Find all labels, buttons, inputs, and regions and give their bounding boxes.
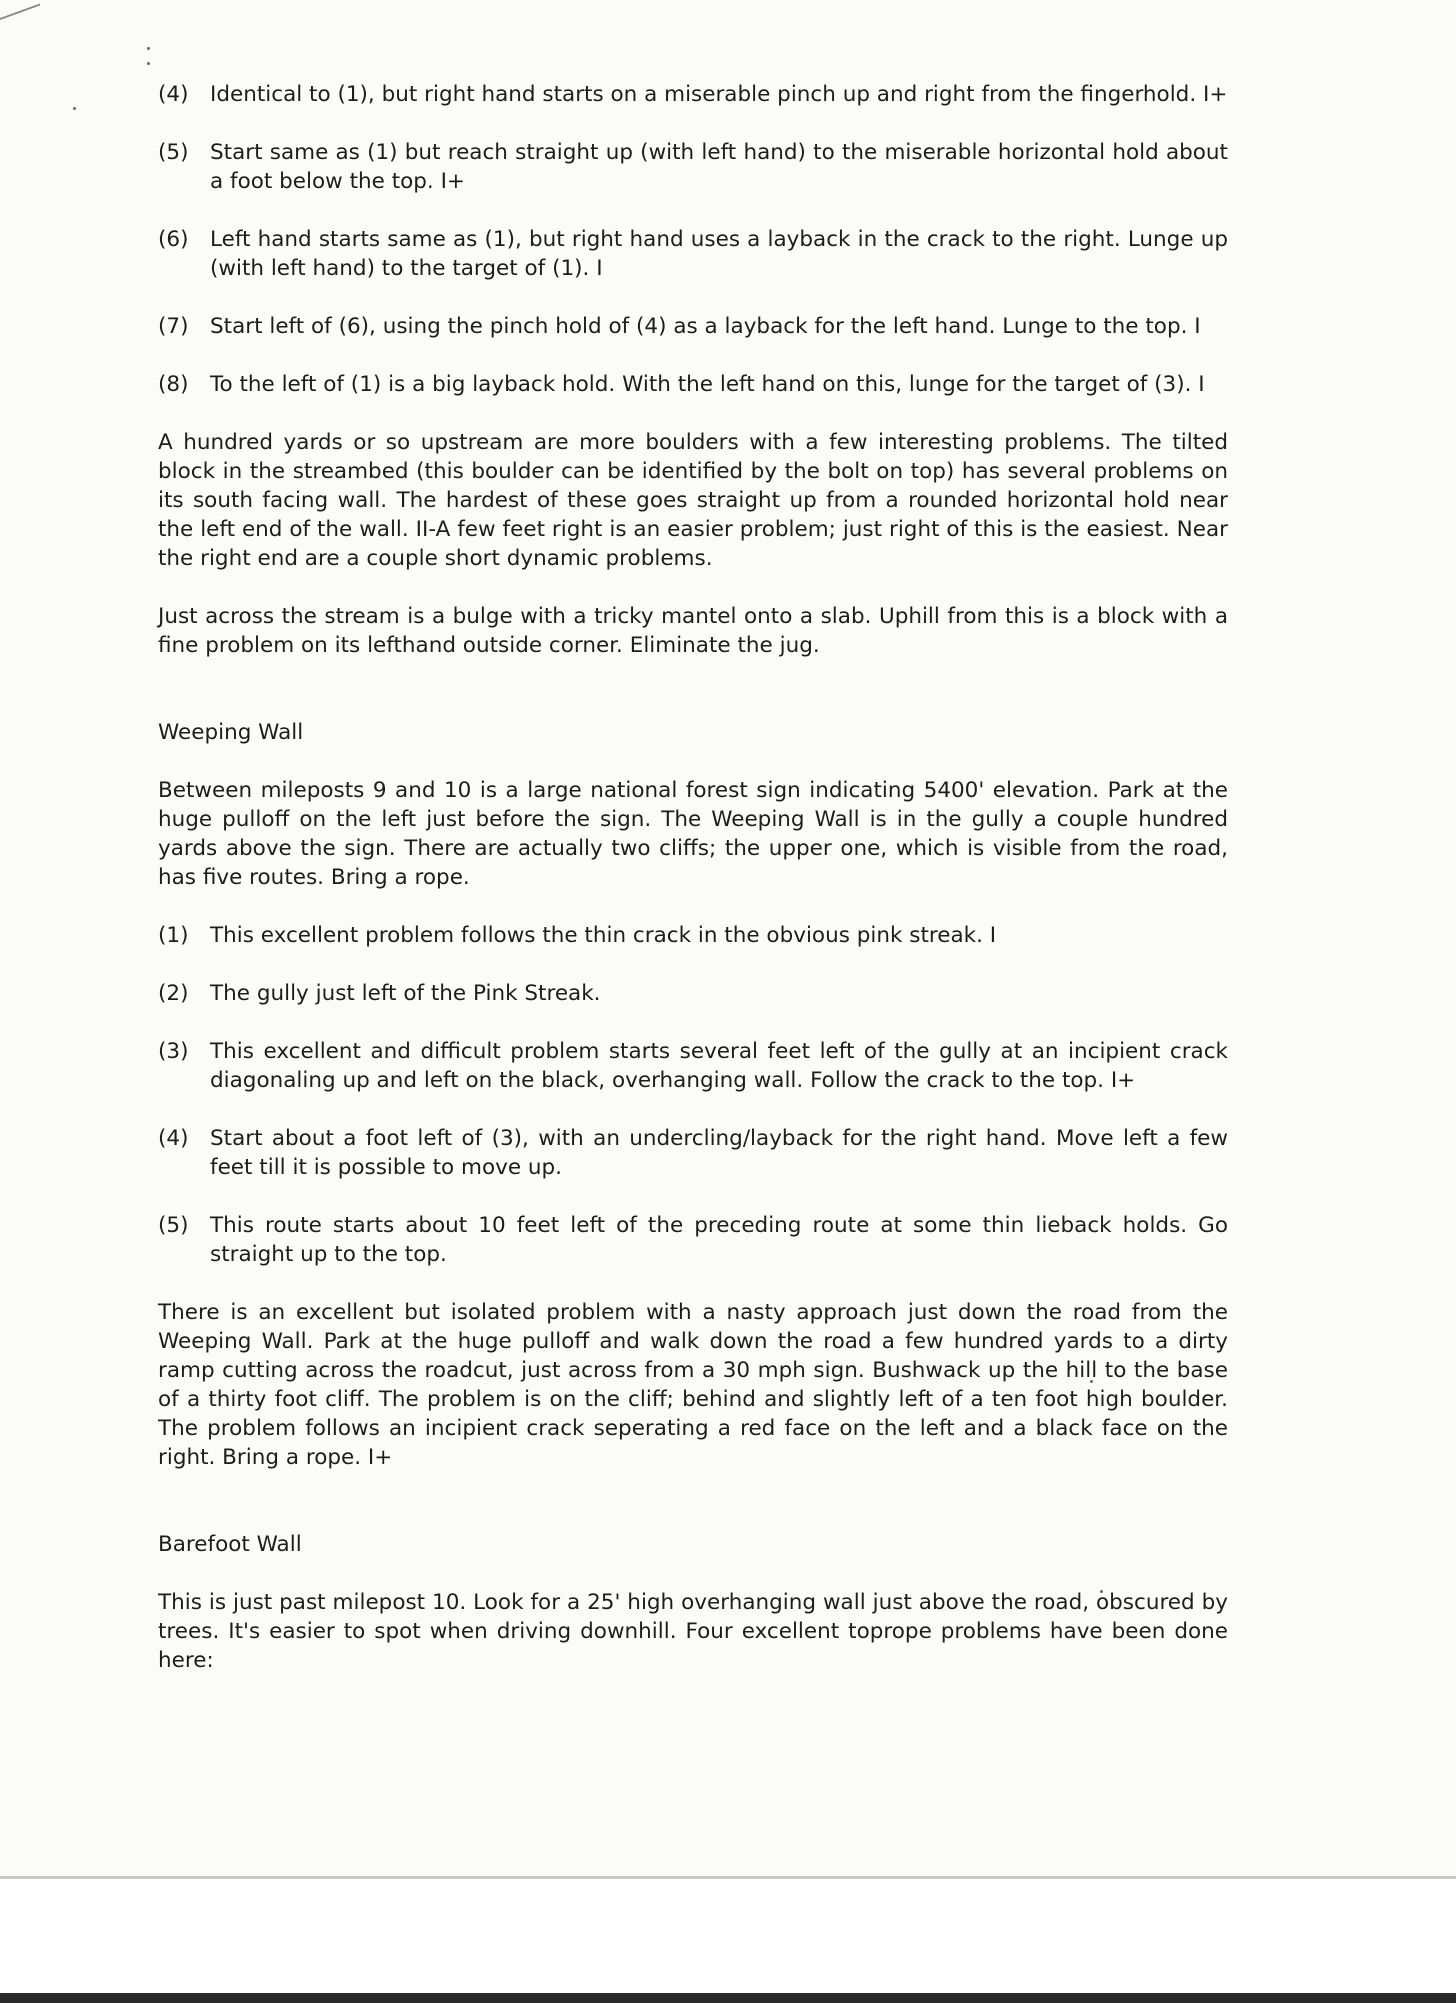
scan-speck [147,62,150,65]
list-item [158,225,1228,283]
document-body [158,80,1228,1704]
route-number: (4) [158,1126,189,1151]
list-item [158,312,1228,341]
item-number: (5) [158,140,189,165]
route-text: This excellent problem follows the thin crack in the obvious pink streak. I [210,923,997,948]
section-heading-barefoot-wall: Barefoot Wall [158,1532,302,1557]
list-item [158,138,1228,196]
route-item [158,1037,1228,1095]
route-text: Start about a foot left of (3), with an undercling/layback for the right hand. Move left a few feet till it is possible to move up. [210,1126,1228,1180]
section-heading-weeping-wall: Weeping Wall [158,720,304,745]
weeping-wall-intro: Between mileposts 9 and 10 is a large national forest sign indicating 5400' elevation. Park at the huge pulloff on the left just before the sign. The Weeping Wall is in the gully a couple hundred yards above the sign. There are actually two cliffs; the upper one, which is visible from the road, has five routes. Bring a rope. [158,778,1228,890]
route-item [158,921,1228,950]
route-item [158,1124,1228,1182]
isolated-problem-paragraph: There is an excellent but isolated problem with a nasty approach just down the road from the Weeping Wall. Park at the huge pulloff and walk down the road a few hundred yards to a dirty ramp cutting across the roadcut, just across from a 30 mph sign. Bushwack up the hill to the base of a thirty foot cliff. The problem is on the cliff; behind and slightly left of a ten foot high boulder. The problem follows an incipient crack seperating a red face on the left and a black face on the right. Bring a rope. I+ [158,1300,1228,1470]
item-number: (7) [158,314,189,339]
route-text: This excellent and difficult problem starts several feet left of the gully at an incipient crack diagonaling up and left on the black, overhanging wall. Follow the crack to the top. I+ [210,1039,1228,1093]
item-number: (4) [158,82,189,107]
route-text: This route starts about 10 feet left of the preceding route at some thin lieback holds. Go straight up to the top. [210,1213,1228,1267]
scanner-bottom-bar [0,1993,1456,2003]
route-item [158,979,1228,1008]
upstream-paragraph: A hundred yards or so upstream are more boulders with a few interesting problems. The tilted block in the streambed (this boulder can be identified by the bolt on top) has several problems on its south facing wall. The hardest of these goes straight up from a rounded horizontal hold near the left end of the wall. II-A few feet right is an easier problem; just right of this is the easiest. Near the right end are a couple short dynamic problems. [158,430,1228,571]
route-text: The gully just left of the Pink Streak. [210,981,601,1006]
list-item [158,370,1228,399]
route-item [158,1211,1228,1269]
item-text: Left hand starts same as (1), but right hand uses a layback in the crack to the right. Lunge up (with left hand) to the target of (1). I [210,227,1228,281]
scan-speck [73,107,76,110]
barefoot-wall-intro: This is just past milepost 10. Look for a 25' high overhanging wall just above the road, obscured by trees. It's easier to spot when driving downhill. Four excellent toprope problems have been done here: [158,1590,1228,1673]
route-number: (1) [158,923,189,948]
item-text: Start left of (6), using the pinch hold of (4) as a layback for the left hand. Lunge to the top. I [210,314,1201,339]
item-text: Identical to (1), but right hand starts on a miserable pinch up and right from the fingerhold. I+ [210,82,1228,107]
item-text: To the left of (1) is a big layback hold. With the left hand on this, lunge for the target of (3). I [210,372,1205,397]
item-number: (6) [158,227,189,252]
route-number: (5) [158,1213,189,1238]
stream-paragraph: Just across the stream is a bulge with a tricky mantel onto a slab. Uphill from this is a block with a fine problem on its lefthand outside corner. Eliminate the jug. [158,604,1228,658]
paper-bottom-edge [0,1876,1456,1879]
list-item [158,80,1228,109]
route-number: (2) [158,981,189,1006]
item-number: (8) [158,372,189,397]
scan-speck [147,47,150,50]
item-text: Start same as (1) but reach straight up (with left hand) to the miserable horizontal hold about a foot below the top. I+ [210,140,1228,194]
route-number: (3) [158,1039,189,1064]
